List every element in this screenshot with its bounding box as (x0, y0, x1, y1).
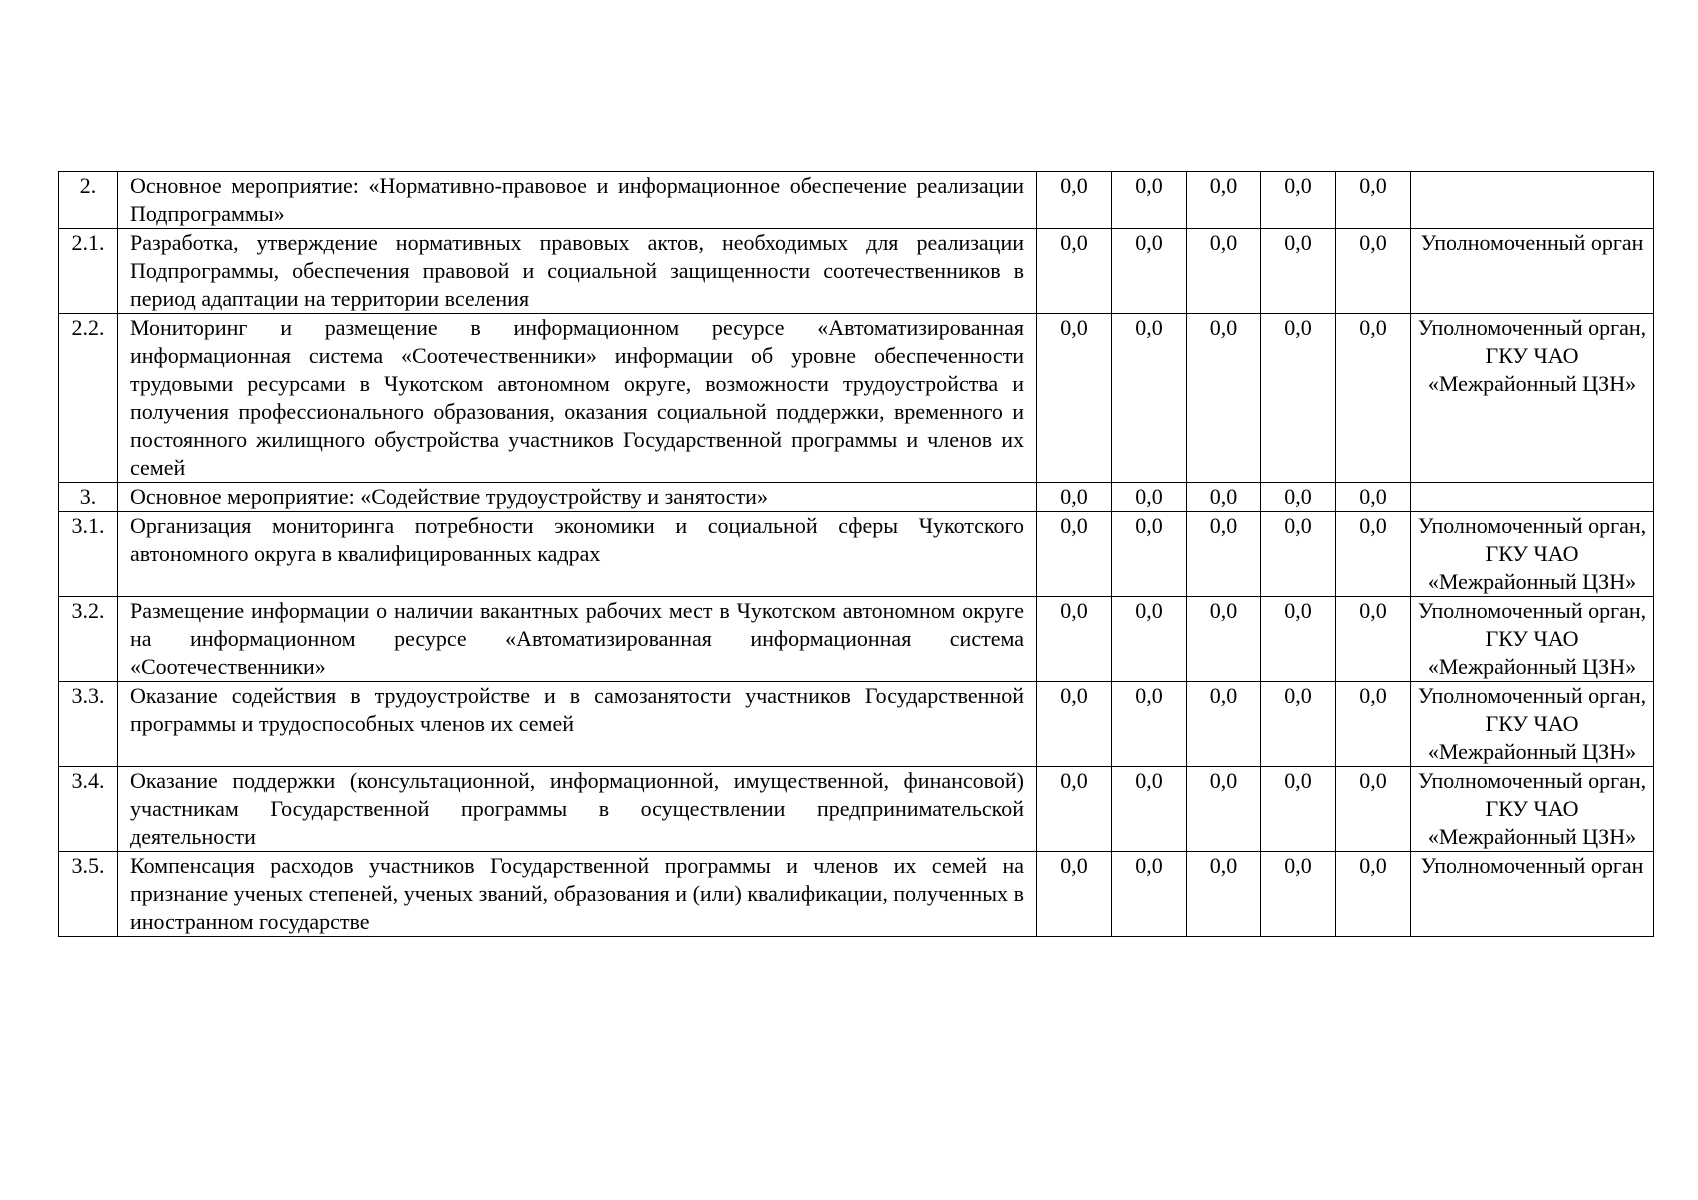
table-row (59, 767, 1654, 852)
responsible-executor: Уполномоченный орган, ГКУ ЧАО «Межрайонный ЦЗН» (1411, 682, 1654, 767)
funding-value: 0,0 (1037, 229, 1112, 314)
table-row (59, 172, 1654, 229)
funding-value: 0,0 (1336, 512, 1411, 597)
funding-value: 0,0 (1261, 172, 1336, 229)
funding-value: 0,0 (1261, 852, 1336, 937)
responsible-executor (1411, 172, 1654, 229)
measure-description: Мониторинг и размещение в информационном ресурсе «Автоматизированная информационная система «Соотечественники» информации об уровне обеспеченности трудовыми ресурсами в Чукотском автономном округе, возможности трудоустройства и получения профессионального образования, оказания социальной поддержки, временного и постоянного жилищного обустройства участников Государственной программы и членов их семей (118, 314, 1037, 483)
table-row (59, 852, 1654, 937)
funding-value: 0,0 (1112, 172, 1187, 229)
row-number: 3.3. (59, 682, 118, 767)
funding-value: 0,0 (1037, 483, 1112, 512)
funding-value: 0,0 (1037, 767, 1112, 852)
funding-value: 0,0 (1112, 314, 1187, 483)
funding-value: 0,0 (1037, 314, 1112, 483)
measures-table (58, 171, 1654, 937)
measure-description: Организация мониторинга потребности экономики и социальной сферы Чукотского автономного округа в квалифицированных кадрах (118, 512, 1037, 597)
funding-value: 0,0 (1112, 597, 1187, 682)
measure-description: Оказание поддержки (консультационной, информационной, имущественной, финансовой) участникам Государственной программы в осуществлении предпринимательской деятельности (118, 767, 1037, 852)
funding-value: 0,0 (1261, 597, 1336, 682)
funding-value: 0,0 (1112, 682, 1187, 767)
funding-value: 0,0 (1187, 597, 1261, 682)
funding-value: 0,0 (1336, 767, 1411, 852)
funding-value: 0,0 (1261, 682, 1336, 767)
funding-value: 0,0 (1037, 172, 1112, 229)
responsible-executor: Уполномоченный орган, ГКУ ЧАО «Межрайонный ЦЗН» (1411, 512, 1654, 597)
table-row (59, 483, 1654, 512)
row-number: 2.1. (59, 229, 118, 314)
table-row (59, 597, 1654, 682)
measure-description: Оказание содействия в трудоустройстве и в самозанятости участников Государственной программы и трудоспособных членов их семей (118, 682, 1037, 767)
funding-value: 0,0 (1336, 852, 1411, 937)
measure-description: Компенсация расходов участников Государственной программы и членов их семей на признание ученых степеней, ученых званий, образования и (или) квалификации, полученных в иностранном государстве (118, 852, 1037, 937)
funding-value: 0,0 (1187, 172, 1261, 229)
measure-description: Размещение информации о наличии вакантных рабочих мест в Чукотском автономном округе на информационном ресурсе «Автоматизированная информационная система «Соотечественники» (118, 597, 1037, 682)
funding-value: 0,0 (1112, 852, 1187, 937)
row-number: 3.1. (59, 512, 118, 597)
funding-value: 0,0 (1187, 682, 1261, 767)
table-row (59, 682, 1654, 767)
funding-value: 0,0 (1336, 682, 1411, 767)
table-row (59, 229, 1654, 314)
measure-description: Разработка, утверждение нормативных правовых актов, необходимых для реализации Подпрограммы, обеспечения правовой и социальной защищенности соотечественников в период адаптации на территории вселения (118, 229, 1037, 314)
funding-value: 0,0 (1112, 767, 1187, 852)
funding-value: 0,0 (1037, 597, 1112, 682)
funding-value: 0,0 (1187, 483, 1261, 512)
funding-value: 0,0 (1261, 767, 1336, 852)
funding-value: 0,0 (1336, 483, 1411, 512)
row-number: 2.2. (59, 314, 118, 483)
funding-value: 0,0 (1187, 767, 1261, 852)
row-number: 3.4. (59, 767, 118, 852)
measure-description: Основное мероприятие: «Содействие трудоустройству и занятости» (118, 483, 1037, 512)
table-row (59, 512, 1654, 597)
table-body (59, 172, 1654, 937)
funding-value: 0,0 (1261, 512, 1336, 597)
funding-value: 0,0 (1336, 597, 1411, 682)
responsible-executor: Уполномоченный орган, ГКУ ЧАО «Межрайонный ЦЗН» (1411, 314, 1654, 483)
funding-value: 0,0 (1037, 682, 1112, 767)
table-row (59, 314, 1654, 483)
funding-value: 0,0 (1261, 483, 1336, 512)
row-number: 3.2. (59, 597, 118, 682)
responsible-executor (1411, 483, 1654, 512)
funding-value: 0,0 (1261, 229, 1336, 314)
funding-value: 0,0 (1261, 314, 1336, 483)
funding-value: 0,0 (1112, 483, 1187, 512)
funding-value: 0,0 (1037, 852, 1112, 937)
funding-value: 0,0 (1112, 229, 1187, 314)
funding-value: 0,0 (1187, 229, 1261, 314)
funding-value: 0,0 (1187, 852, 1261, 937)
responsible-executor: Уполномоченный орган, ГКУ ЧАО «Межрайонный ЦЗН» (1411, 597, 1654, 682)
responsible-executor: Уполномоченный орган (1411, 852, 1654, 937)
row-number: 3. (59, 483, 118, 512)
row-number: 3.5. (59, 852, 118, 937)
responsible-executor: Уполномоченный орган, ГКУ ЧАО «Межрайонный ЦЗН» (1411, 767, 1654, 852)
measure-description: Основное мероприятие: «Нормативно-правовое и информационное обеспечение реализации Подпрограммы» (118, 172, 1037, 229)
funding-value: 0,0 (1187, 512, 1261, 597)
funding-value: 0,0 (1336, 314, 1411, 483)
row-number: 2. (59, 172, 118, 229)
responsible-executor: Уполномоченный орган (1411, 229, 1654, 314)
funding-value: 0,0 (1112, 512, 1187, 597)
funding-value: 0,0 (1336, 229, 1411, 314)
funding-value: 0,0 (1187, 314, 1261, 483)
funding-value: 0,0 (1336, 172, 1411, 229)
funding-value: 0,0 (1037, 512, 1112, 597)
